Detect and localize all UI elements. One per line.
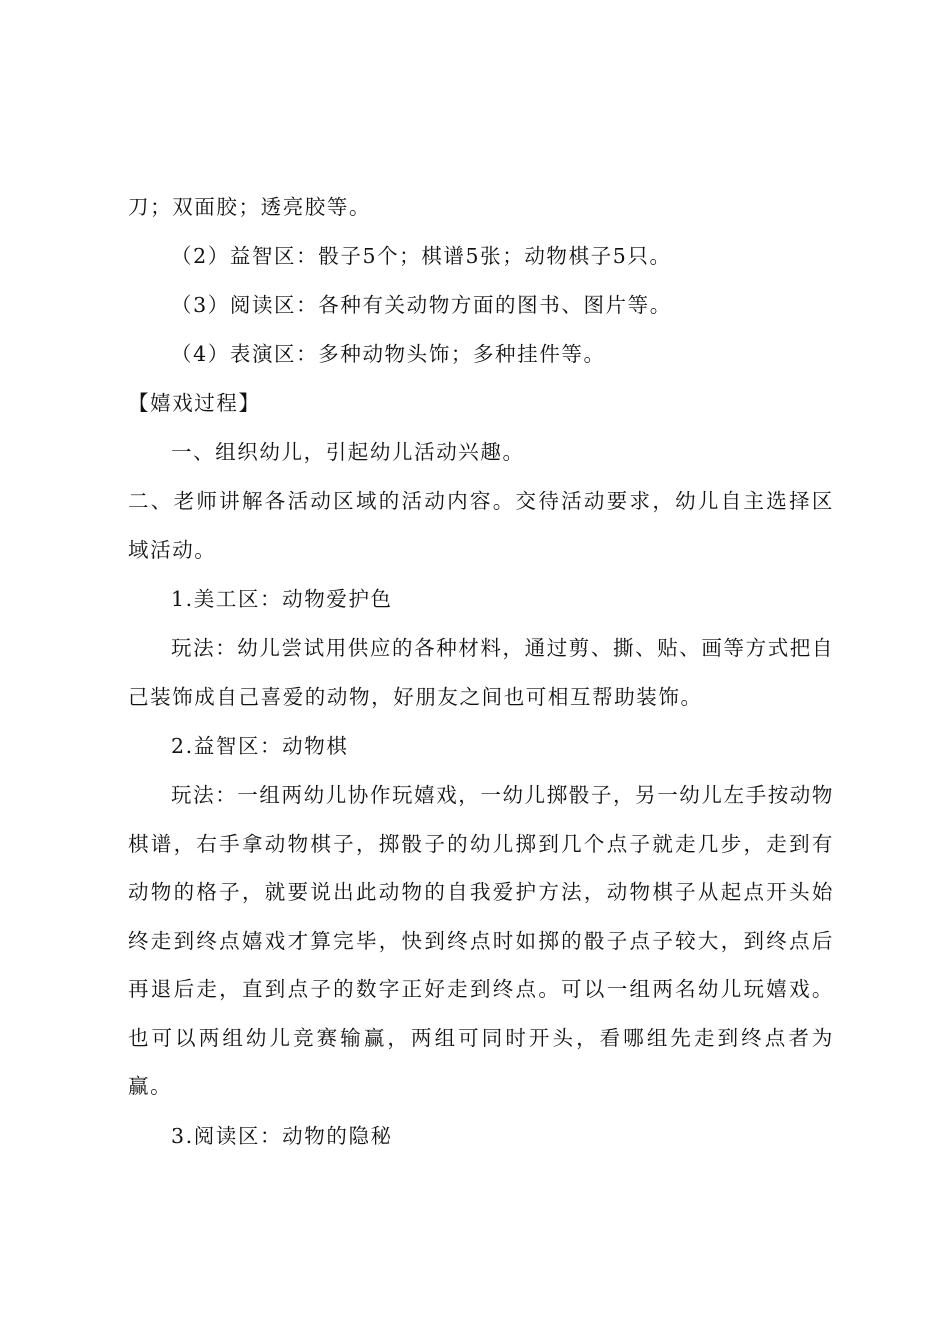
puzzle-area-rules: 玩法：一组两幼儿协作玩嬉戏，一幼儿掷骰子，另一幼儿左手按动物棋谱，右手拿动物棋子，掷骰子的幼儿掷到几个点子就走几步，走到有动物的格子，就要说出此动物的自我爱护方法，动物棋子从起点开头始终走到终点嬉戏才算完毕，快到终点时如掷的骰子点子较大，到终点后再退后走，直到点子的数字正好走到终点。可以一组两名幼儿玩嬉戏。也可以两组幼儿竞赛输赢，两组可同时开头，看哪组先走到终点者为赢。 [128,783,834,1098]
materials-puzzle-area: （2）益智区：骰子5个；棋谱5张；动物棋子5只。 [171,244,672,268]
materials-performance-area: （4）表演区：多种动物头饰；多种挂件等。 [171,342,606,366]
section-heading-game-process: 【嬉戏过程】 [128,391,261,415]
step-two: 二、老师讲解各活动区域的活动内容。交待活动要求，幼儿自主选择区域活动。 [128,489,834,562]
art-area-title: 1.美工区：动物爱护色 [171,587,393,611]
reading-area-title: 3.阅读区：动物的隐秘 [171,1124,393,1148]
materials-reading-area: （3）阅读区：各种有关动物方面的图书、图片等。 [171,293,672,317]
art-area-rules: 玩法：幼儿尝试用供应的各种材料，通过剪、撕、贴、画等方式把自己装饰成自己喜爱的动物，好朋友之间也可相互帮助装饰。 [128,636,834,709]
puzzle-area-title: 2.益智区：动物棋 [171,734,349,758]
step-one: 一、组织幼儿，引起幼儿活动兴趣。 [171,440,525,464]
materials-continuation: 刀；双面胶；透亮胶等。 [128,195,372,219]
